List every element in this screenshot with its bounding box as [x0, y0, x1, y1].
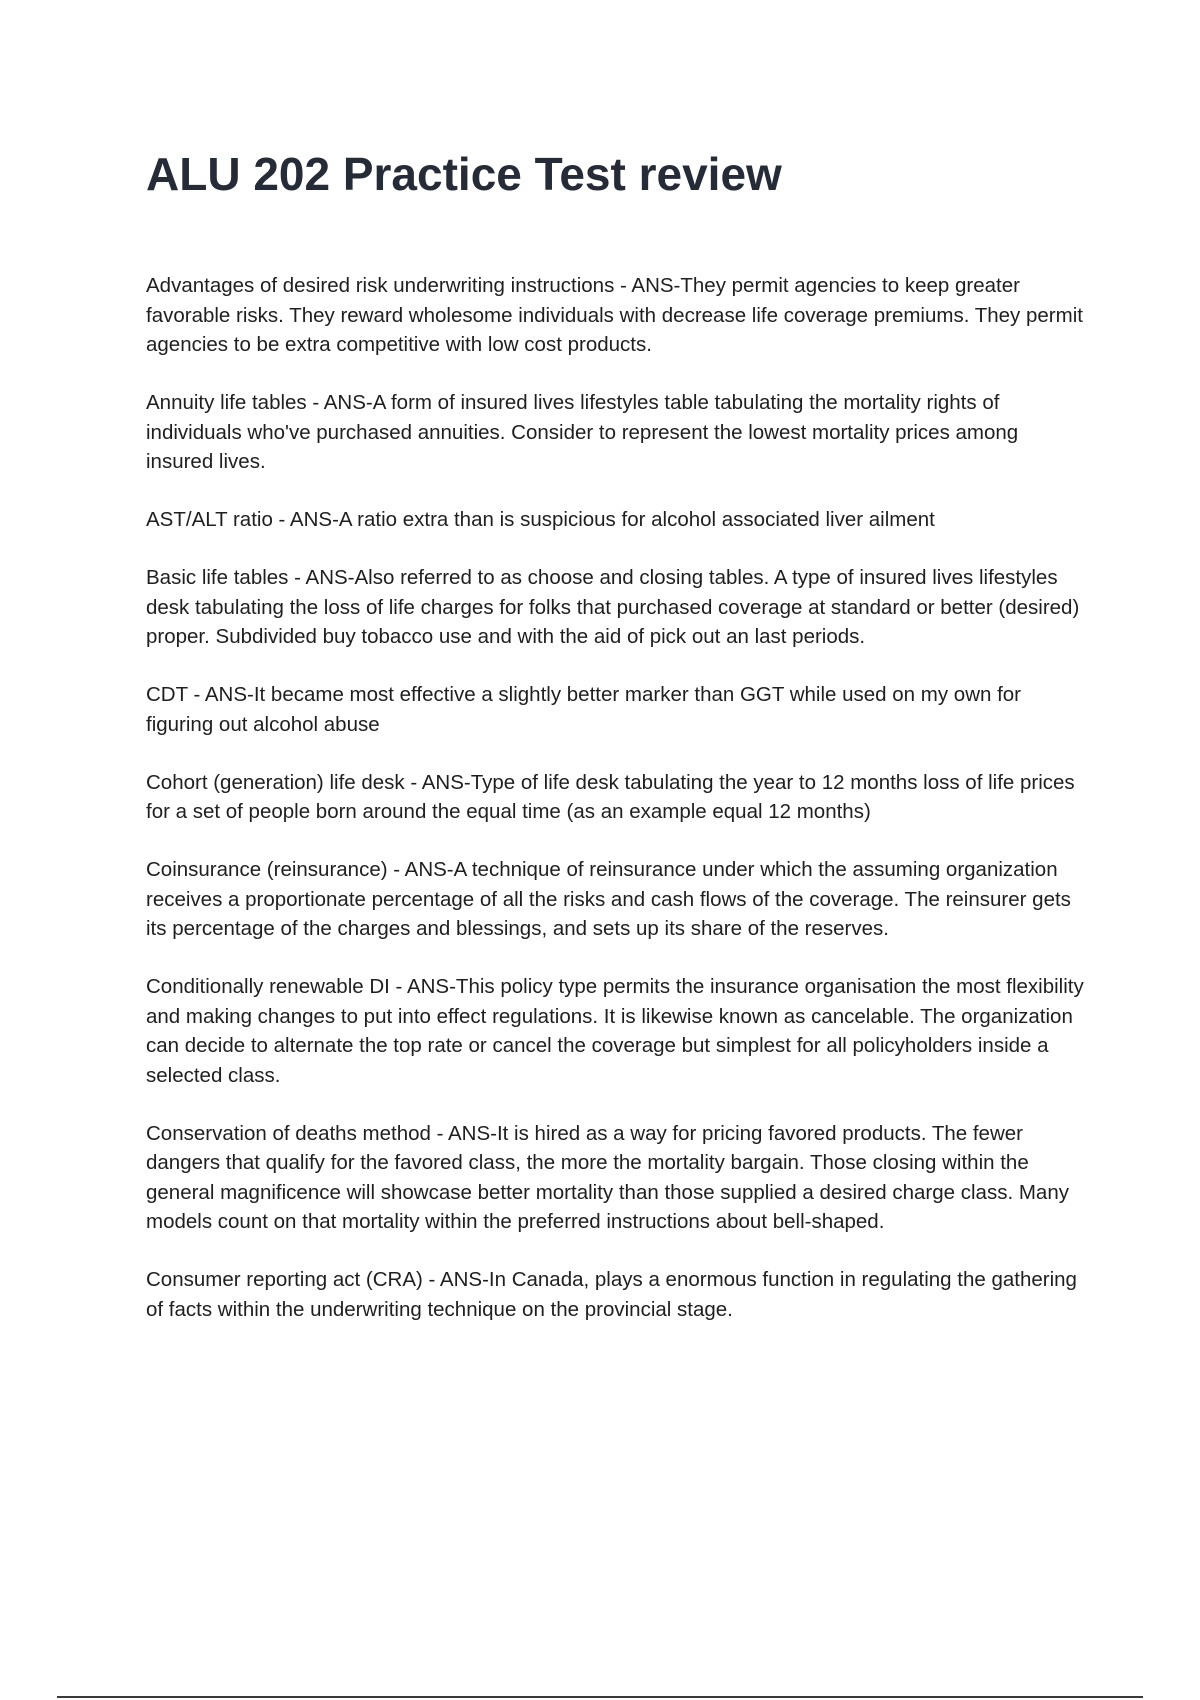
qa-list	[146, 271, 1091, 1353]
qa-entry-basic-life-tables: Basic life tables - ANS-Also referred to as choose and closing tables. A type of insured lives lifestyles desk tabulating the loss of life charges for folks that purchased coverage at standard or better (desired) proper. Subdivided buy tobacco use and with the aid of pick out an last periods.	[146, 566, 1080, 648]
qa-entry-conditionally-renewable-di: Conditionally renewable DI - ANS-This policy type permits the insurance organisation the most flexibility and making changes to put into effect regulations. It is likewise known as cancelable. The organization can decide to alternate the top rate or cancel the coverage but simplest for all policyholders inside a selected class.	[146, 975, 1084, 1087]
qa-entry-consumer-reporting-act: Consumer reporting act (CRA) - ANS-In Canada, plays a enormous function in regulating the gathering of facts within the underwriting technique on the provincial stage.	[146, 1268, 1077, 1321]
qa-entry-cohort-life-desk: Cohort (generation) life desk - ANS-Type of life desk tabulating the year to 12 months loss of life prices for a set of people born around the equal time (as an example equal 12 months)	[146, 770, 1075, 823]
qa-entry-conservation-of-deaths: Conservation of deaths method - ANS-It is hired as a way for pricing favored products. The fewer dangers that qualify for the favored class, the more the mortality bargain. Those closing within the general magnificence will showcase better mortality than those supplied a desired charge class. Many models count on that mortality within the preferred instructions about bell-shaped.	[146, 1121, 1069, 1233]
qa-entry-ast-alt-ratio: AST/ALT ratio - ANS-A ratio extra than is suspicious for alcohol associated liver ailment	[146, 508, 935, 531]
qa-entry-cdt: CDT - ANS-It became most effective a slightly better marker than GGT while used on my own for figuring out alcohol abuse	[146, 683, 1022, 736]
qa-entry-annuity-life-tables: Annuity life tables - ANS-A form of insured lives lifestyles table tabulating the mortality rights of individuals who've purchased annuities. Consider to represent the lowest mortality prices among insured lives.	[146, 391, 1019, 473]
footer-divider	[57, 1696, 1143, 1698]
page-title: ALU 202 Practice Test review	[146, 148, 782, 200]
qa-entry-coinsurance: Coinsurance (reinsurance) - ANS-A technique of reinsurance under which the assuming organization receives a proportionate percentage of all the risks and cash flows of the coverage. The reinsurer gets its percentage of the charges and blessings, and sets up its share of the reserves.	[146, 858, 1071, 940]
qa-entry-advantages-desired-risk: Advantages of desired risk underwriting instructions - ANS-They permit agencies to keep greater favorable risks. They reward wholesome individuals with decrease life coverage premiums. They permit agencies to be extra competitive with low cost products.	[146, 274, 1083, 356]
